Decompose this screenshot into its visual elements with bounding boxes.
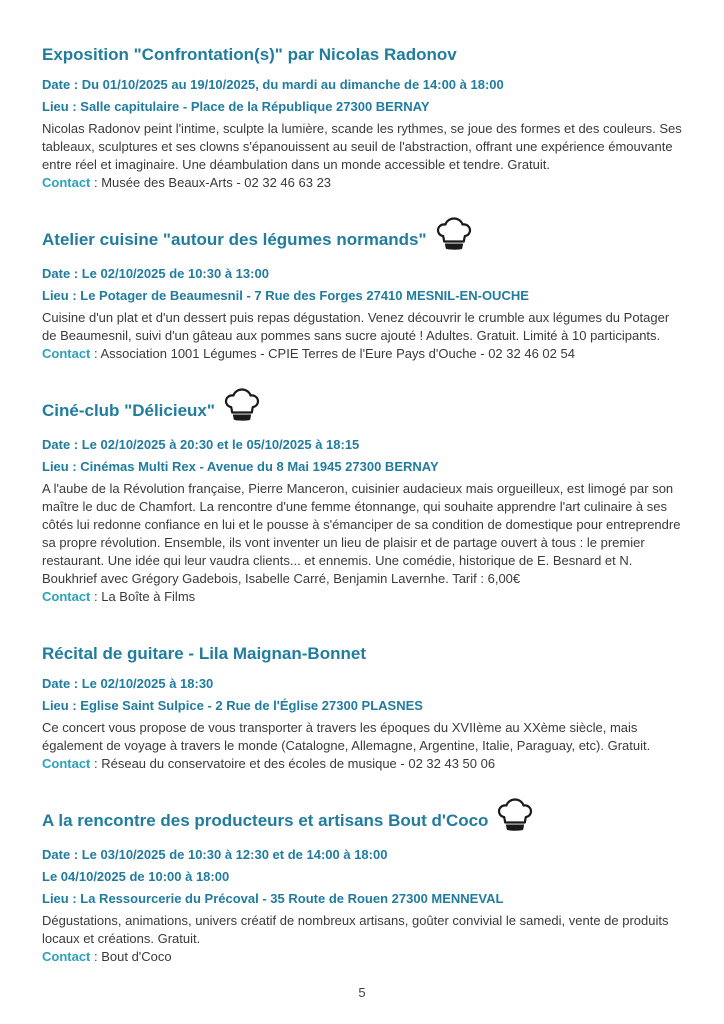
event-venue: Lieu : Salle capitulaire - Place de la République 27300 BERNAY [42,99,430,114]
contact-label: Contact [42,589,91,604]
event-date: Date : Le 02/10/2025 de 10:30 à 13:00 [42,266,269,281]
event-venue: Lieu : Le Potager de Beaumesnil - 7 Rue des Forges 27410 MESNIL-EN-OUCHE [42,288,529,303]
event-title [42,810,686,835]
event-title-text: Exposition "Confrontation(s)" par Nicolas Radonov [42,45,457,64]
contact-text: : Musée des Beaux-Arts - 02 32 46 63 23 [90,175,332,190]
event-venue: Lieu : La Ressourcerie du Précoval - 35 Route de Rouen 27300 MENNEVAL [42,891,504,906]
event-contact [42,755,686,773]
event-date-second: Le 04/10/2025 de 10:00 à 18:00 [42,869,230,884]
event-card-exposition [42,44,686,192]
contact-label: Contact [42,175,91,190]
event-card-atelier-cuisine [42,229,686,363]
event-contact [42,948,686,966]
chef-hat-icon [221,385,263,425]
event-description: Cuisine d'un plat et d'un dessert puis repas dégustation. Venez découvrir le crumble aux légumes du Potager de Beaumesnil, suivi d'un gâteau aux pommes sans sucre ajouté ! Adultes. Gratuit. Limité à 10 participants. [42,310,670,343]
event-date: Date : Le 03/10/2025 de 10:30 à 12:30 et de 14:00 à 18:00 [42,847,388,862]
event-title [42,643,686,664]
contact-label: Contact [42,346,91,361]
event-card-producteurs-artisans [42,810,686,966]
contact-label: Contact [42,756,91,771]
event-date: Date : Le 02/10/2025 à 18:30 [42,676,214,691]
event-title-text: Récital de guitare - Lila Maignan-Bonnet [42,644,366,663]
event-contact [42,588,686,606]
event-contact [42,345,686,363]
page-number: 5 [358,985,366,1000]
contact-text: : Réseau du conservatoire et des écoles de musique - 02 32 43 50 06 [90,756,496,771]
event-description: Dégustations, animations, univers créatif de nombreux artisans, goûter convivial le samedi, vente de produits locaux et créations. Gratuit. [42,913,669,946]
event-venue: Lieu : Eglise Saint Sulpice - 2 Rue de l'Église 27300 PLASNES [42,698,423,713]
event-contact [42,174,686,192]
event-title [42,44,686,65]
event-description: Nicolas Radonov peint l'intime, sculpte la lumière, scande les rythmes, se joue des formes et des couleurs. Ses tableaux, sculptures et ses clowns s'épanouissent au seuil de l'abstraction, offrant une expérience émouvante entre réel et imaginaire. Une déambulation dans un monde accessible et tendre. Gratuit. [42,121,682,172]
event-description: Ce concert vous propose de vous transporter à travers les époques du XVIIème au XXème siècle, mais également de voyage à travers le monde (Catalogne, Allemagne, Argentine, Italie, Paraguay, etc). Gratuit. [42,720,651,753]
event-title [42,229,686,254]
event-venue: Lieu : Cinémas Multi Rex - Avenue du 8 Mai 1945 27300 BERNAY [42,459,439,474]
event-title [42,400,686,425]
event-title-text: A la rencontre des producteurs et artisans Bout d'Coco [42,811,489,830]
event-date: Date : Du 01/10/2025 au 19/10/2025, du mardi au dimanche de 14:00 à 18:00 [42,77,504,92]
contact-text: : La Boîte à Films [90,589,196,604]
chef-hat-icon [494,795,536,835]
event-title-text: Atelier cuisine "autour des légumes normands" [42,230,427,249]
event-card-cine-club [42,400,686,606]
event-date: Date : Le 02/10/2025 à 20:30 et le 05/10/2025 à 18:15 [42,437,360,452]
contact-text: : Association 1001 Légumes - CPIE Terres de l'Eure Pays d'Ouche - 02 32 46 02 54 [90,346,575,361]
event-description: A l'aube de la Révolution française, Pierre Manceron, cuisinier audacieux mais orgueilleux, est limogé par son maître le duc de Chamfort. La rencontre d'une femme étonnange, qui souhaite apprendre l'art culinaire à ses côtés lui redonne confiance en lui et le pousse à s'émanciper de sa condition de domestique pour entreprendre sa propre révolution. Ensemble, ils vont inventer un lieu de plaisir et de partage ouvert à tous : le premier restaurant. Une idée qui leur vaudra clients... et ennemis. Une comédie, historique de E. Besnard et N. Boukhrief avec Grégory Gadebois, Isabelle Carré, Benjamin Lavernhe. Tarif : 6,00€ [42,481,681,586]
event-title-text: Ciné-club "Délicieux" [42,401,215,420]
contact-label: Contact [42,949,91,964]
chef-hat-icon [433,214,475,254]
contact-text: : Bout d'Coco [90,949,172,964]
event-card-recital-guitare [42,643,686,773]
